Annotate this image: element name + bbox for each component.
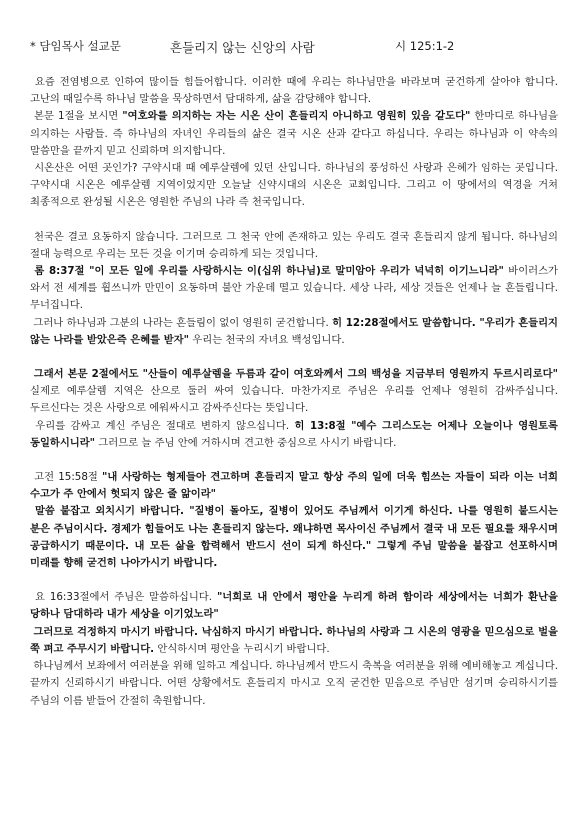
scripture-quote: 롬 8:37절 "이 모든 일에 우리를 사랑하시는 이(십위 하나님)로 말미암아 우리가 넉넉히 이기느니라" xyxy=(34,265,504,278)
section-gap xyxy=(30,572,558,589)
sermon-body xyxy=(30,74,558,710)
paragraph-text: 시온산은 어떤 곳인가? 구약시대 때 예루살렘에 있던 산입니다. 하나님의 풍성하신 사랑과 은혜가 임하는 곳입니다. 구약시대 시온은 예루살렘 지역이었지만 오늘날 신약시대의 시온은 교회입니다. 그리고 이 땅에서의 역경을 거쳐 최종적으로 완성될 시온은 영원한 주님의 나라 즉 천국입니다. xyxy=(30,162,558,209)
emphasis-text: 그러므로 걱정하지 마시기 바랍니다. 낙심하지 마시기 바랍니다. 하나님의 사랑과 그 시온의 영광을 믿으심으로 벌을 쭉 펴고 주무시기 바랍니다. xyxy=(30,625,558,655)
scripture-reference: 시 125:1-2 xyxy=(395,39,455,53)
paragraph-text: 하나님께서 보좌에서 여러분을 위해 일하고 계십니다. 하나님께서 반드시 축복을 여러분을 위해 예비해놓고 계십니다. 끝까지 신뢰하시기 바랍니다. 어떤 상황에서도 흔들리지 마시고 오직 굳건한 믿음으로 주님만 섬기며 승리하시기를 주님의 이름 받들어 간절히 축원합니다. xyxy=(30,660,558,707)
paragraph xyxy=(30,263,558,315)
paragraph xyxy=(30,418,558,452)
paragraph xyxy=(30,229,558,263)
section-gap xyxy=(30,349,558,366)
scripture-quote: 그래서 본문 2절에서도 "산들이 예루살렘을 두름과 같이 여호와께서 그의 백성을 지금부터 영원까지 두르시리로다" xyxy=(33,368,558,381)
section-gap xyxy=(30,452,558,469)
author-tag: * 담임목사 설교문 xyxy=(30,39,121,53)
paragraph-text: 바이러스가 와서 전 세계를 휩쓰니까 만민이 요동하며 불안 가운데 떨고 있습니다. 세상 나라, 세상 것들은 언제나 늘 흔들립니다. 무너집니다. xyxy=(30,265,558,312)
paragraph-text: 요즘 전염병으로 인하여 많이들 힘들어합니다. 이러한 때에 우리는 하나님만을 바라보며 굳건하게 살아야 합니다. 고난의 때일수록 하나님 말씀을 묵상하면서 담대하게, 삶을 감당해야 합니다. xyxy=(30,76,558,106)
paragraph-text: 안식하시며 평안을 누리시기 바랍니다. xyxy=(154,642,330,655)
paragraph xyxy=(30,74,558,108)
paragraph-text: 실제로 예루살렘 지역은 산으로 둘러 싸여 있습니다. 마찬가지로 주님은 우리를 언제나 영원히 감싸주십니다. 두르신다는 것은 사랑으로 에워싸시고 감싸주신다는 뜻입니다. xyxy=(30,385,558,415)
paragraph-text: 본문 1절을 보시면 xyxy=(34,110,123,123)
scripture-quote: "너희로 내 안에서 평안을 누리게 하려 함이라 세상에서는 너희가 환난을 당하나 담대하라 내가 세상을 이기었노라" xyxy=(30,591,558,621)
sermon-title: 흔들리지 않는 신앙의 사람 xyxy=(170,40,315,55)
paragraph xyxy=(30,469,558,503)
paragraph xyxy=(30,624,558,658)
paragraph xyxy=(30,160,558,212)
section-gap xyxy=(30,212,558,229)
paragraph xyxy=(30,315,558,349)
paragraph-text: 그러나 하나님과 그분의 나라는 흔들림이 없이 영원히 굳건합니다. xyxy=(33,316,333,329)
sermon-header xyxy=(30,34,558,58)
paragraph xyxy=(30,108,558,160)
paragraph xyxy=(30,658,558,710)
paragraph xyxy=(30,366,558,418)
declaration-text: "질병이 돌아도, 질병이 있어도 주님께서 이기게 하신다. 나를 영원히 붙드시는 분은 주님이시다. 경제가 힘들어도 나는 흔들리지 않는다. 왜냐하면 목사이신 주님께서 결국 내 모든 필요를 채우시며 공급하시기 때문이다. 내 모든 삶을 합력해서 반드시 선이 되게 하신다." 그렇게 주님 말씀을 붙잡고 선포하시며 미래를 향해 굳건히 나아가시기 바랍니다. xyxy=(30,505,558,570)
paragraph-text: 요 16:33절에서 주님은 말씀하십니다. xyxy=(34,591,217,604)
scripture-quote: 히 13:8절 "예수 그리스도는 어제나 오늘이나 영원토록 동일하시니라" xyxy=(30,419,558,449)
paragraph-text: 그러므로 늘 주님 안에 거하시며 견고한 중심으로 사시기 바랍니다. xyxy=(95,436,397,449)
paragraph xyxy=(30,503,558,572)
scripture-quote: "여호와를 의지하는 자는 시온 산이 흔들리지 아니하고 영원히 있음 같도다" xyxy=(122,110,471,123)
paragraph-text: 우리를 감싸고 계신 주님은 절대로 변하지 않으십니다. xyxy=(35,419,295,432)
paragraph-text: 우리는 천국의 자녀요 백성입니다. xyxy=(188,333,345,346)
paragraph-text: 천국은 결코 요동하지 않습니다. 그러므로 그 천국 안에 존재하고 있는 우리도 결국 흔들리지 않게 됩니다. 하나님의 절대 능력으로 우리는 모든 것을 이기며 승리하게 되는 것입니다. xyxy=(30,230,558,260)
paragraph-text: 고전 15:58절 xyxy=(34,471,103,484)
emphasis-text: 말씀 붙잡고 외치시기 바랍니다. xyxy=(34,505,184,518)
paragraph xyxy=(30,589,558,623)
paragraph-text: 한마디로 하나님을 의지하는 사람들. 즉 하나님의 자녀인 우리들의 삶은 결국 시온 산과 같다고 하십니다. 우리는 하나님과 이 약속의 말씀만을 끝까지 믿고 신뢰하며 의지합니다. xyxy=(30,110,559,157)
scripture-quote: "내 사랑하는 형제들아 견고하며 흔들리지 말고 항상 주의 일에 더욱 힘쓰는 자들이 되라 이는 너희 수고가 주 안에서 헛되지 않은 줄 앎이라" xyxy=(30,471,559,501)
scripture-quote: 히 12:28절에서도 말씀합니다. "우리가 흔들리지 않는 나라를 받았은즉 은혜를 받자" xyxy=(30,316,558,346)
